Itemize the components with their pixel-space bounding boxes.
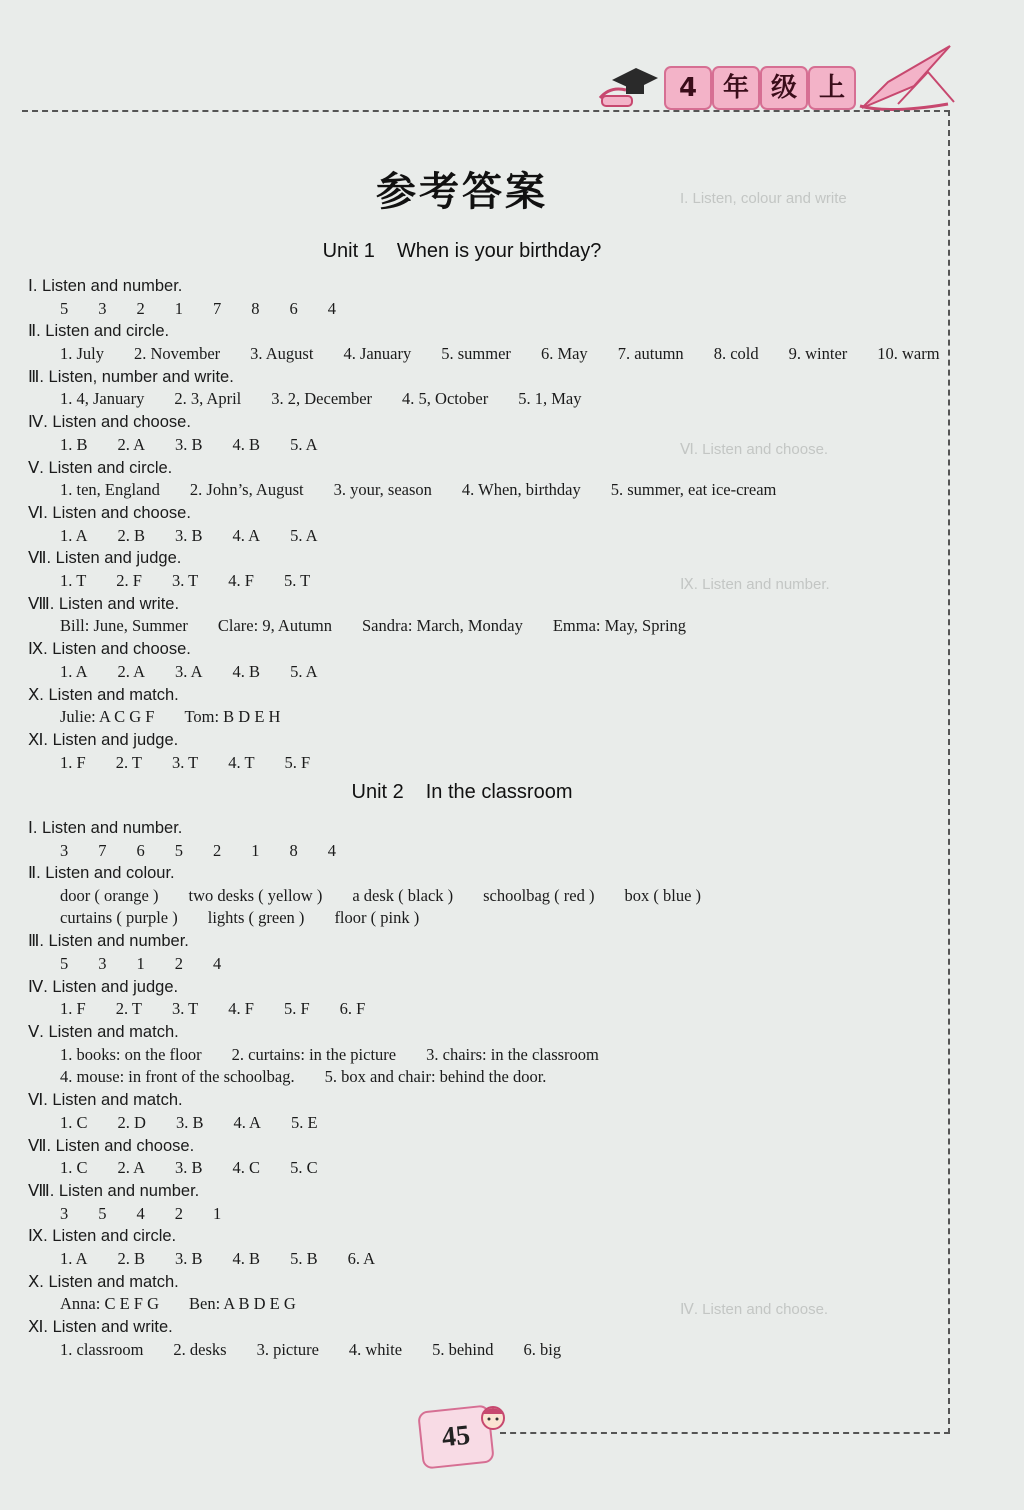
- answer-item: 3: [98, 298, 107, 318]
- answer-item: 6. A: [347, 1248, 376, 1268]
- cartoon-face-icon: [478, 1402, 508, 1432]
- answer-item: 3. B: [175, 1248, 203, 1268]
- answer-item: 2. D: [117, 1112, 146, 1132]
- section-heading: Ⅶ. Listen and judge.: [28, 549, 182, 568]
- answer-item: two desks ( yellow ): [188, 885, 323, 905]
- answer-item: 4. white: [348, 1339, 403, 1359]
- answer-item: 5. B: [290, 1248, 318, 1268]
- answer-item: box ( blue ): [624, 885, 702, 905]
- answer-item: 5. summer: [441, 343, 511, 363]
- section-heading: Ⅱ. Listen and colour.: [28, 864, 175, 883]
- answer-item: 7: [213, 298, 222, 318]
- unit-name: In the classroom: [425, 781, 573, 803]
- answer-item: 2. curtains: in the picture: [231, 1044, 397, 1064]
- answer-item: 2. John’s, August: [189, 480, 304, 500]
- answer-item: 2: [213, 840, 222, 860]
- section-heading: Ⅺ. Listen and judge.: [28, 731, 179, 749]
- section-heading: Ⅸ. Listen and choose.: [28, 640, 191, 659]
- answer-row: [60, 1158, 348, 1178]
- answer-item: 3. A: [175, 661, 203, 681]
- answer-row: [60, 616, 716, 636]
- section-heading: Ⅳ. Listen and choose.: [28, 413, 191, 432]
- unit-title: [0, 240, 924, 263]
- answer-row: [60, 886, 731, 906]
- grade-char: 4: [664, 66, 712, 110]
- answer-item: 2: [136, 298, 145, 318]
- answer-item: 4: [213, 953, 222, 973]
- section-heading: Ⅵ. Listen and match.: [28, 1091, 183, 1110]
- answer-item: 3. B: [175, 525, 203, 545]
- section-heading: Ⅶ. Listen and choose.: [28, 1136, 195, 1155]
- page-title: 参考答案: [376, 169, 548, 215]
- answer-item: 1. books: on the floor: [60, 1044, 202, 1064]
- answer-item: 1. T: [60, 570, 87, 590]
- answer-item: lights ( green ): [207, 908, 305, 928]
- section-heading: Ⅰ. Listen and number.: [28, 277, 183, 295]
- unit-title: [0, 781, 924, 804]
- page-number: 45: [417, 1404, 495, 1469]
- answer-item: 4. mouse: in front of the schoolbag.: [60, 1067, 295, 1087]
- answer-item: Clare: 9, Autumn: [217, 616, 332, 636]
- answer-item: 2. A: [117, 434, 146, 454]
- answer-item: 5. A: [290, 661, 318, 681]
- answer-item: 4. A: [232, 525, 261, 545]
- answer-row: [60, 841, 366, 861]
- answer-row: [60, 571, 340, 591]
- answer-row: [60, 999, 395, 1019]
- answer-row: [60, 1067, 576, 1087]
- answer-item: 1: [136, 953, 145, 973]
- answer-item: 5: [174, 840, 183, 860]
- answer-item: 2. B: [117, 1248, 146, 1268]
- answer-row: [60, 662, 348, 682]
- answer-item: 2. T: [115, 752, 142, 772]
- answer-item: 6. May: [540, 343, 588, 363]
- answer-item: 3: [60, 1203, 69, 1223]
- answer-item: 4. B: [232, 1248, 261, 1268]
- answer-row: [60, 1204, 251, 1224]
- answer-item: 8: [289, 840, 298, 860]
- answer-item: 4. F: [228, 999, 254, 1019]
- section-heading: Ⅰ. Listen and number.: [28, 819, 183, 837]
- answer-item: 1. July: [60, 343, 105, 363]
- show-through: Ⅳ. Listen and choose.: [680, 1301, 829, 1318]
- answer-item: 9. winter: [788, 343, 848, 363]
- answer-item: 3. B: [175, 434, 203, 454]
- answer-item: 4. When, birthday: [461, 480, 581, 500]
- answer-item: 1. F: [60, 999, 86, 1019]
- answer-item: 4. C: [232, 1158, 261, 1178]
- answer-item: 10. warm: [877, 343, 940, 363]
- answer-item: 2. 3, April: [174, 389, 242, 409]
- answer-item: 5. E: [290, 1112, 318, 1132]
- answer-item: 7: [98, 840, 107, 860]
- answer-item: 5: [60, 298, 69, 318]
- answer-item: 1. A: [60, 525, 88, 545]
- answer-item: 7. autumn: [617, 343, 684, 363]
- show-through: Ⅵ. Listen and choose.: [680, 441, 829, 458]
- answer-item: a desk ( black ): [352, 885, 454, 905]
- answer-item: 1: [251, 840, 260, 860]
- section-heading: Ⅷ. Listen and write.: [28, 594, 180, 613]
- answer-item: Sandra: March, Monday: [362, 616, 523, 636]
- answer-item: Tom: B D E H: [184, 707, 281, 727]
- answer-item: 2: [174, 953, 183, 973]
- quill-book-icon: [858, 42, 958, 112]
- section-heading: Ⅲ. Listen, number and write.: [28, 367, 234, 386]
- answer-item: 1: [174, 298, 183, 318]
- graduation-cap-icon: [592, 62, 662, 114]
- answer-item: 3. your, season: [333, 480, 432, 500]
- answer-item: 2. A: [117, 661, 146, 681]
- answer-row: [60, 707, 310, 727]
- answer-item: 6. big: [523, 1339, 562, 1359]
- answer-item: 3. T: [171, 999, 199, 1019]
- answer-item: 5: [60, 953, 69, 973]
- section-heading: Ⅲ. Listen and number.: [28, 932, 189, 951]
- answer-item: 3. T: [171, 752, 199, 772]
- answer-item: 2. desks: [173, 1339, 227, 1359]
- answer-item: 4. T: [228, 752, 255, 772]
- answer-item: 4: [327, 298, 336, 318]
- answer-item: 4: [136, 1203, 145, 1223]
- answer-row: [60, 954, 251, 974]
- answer-item: 1. C: [60, 1112, 88, 1132]
- answer-item: 3. 2, December: [271, 389, 373, 409]
- answer-item: 3. B: [175, 1112, 204, 1132]
- answer-item: 5. A: [290, 525, 318, 545]
- answer-item: 4. B: [232, 434, 261, 454]
- answer-item: 2: [174, 1203, 183, 1223]
- answer-row: [60, 1045, 629, 1065]
- answer-item: 1. A: [60, 1248, 88, 1268]
- answer-item: 5. C: [290, 1158, 318, 1178]
- grade-char: 级: [760, 66, 808, 110]
- answer-item: 3. B: [175, 1158, 203, 1178]
- answer-item: 5. F: [284, 752, 311, 772]
- answer-item: 4. January: [343, 343, 412, 363]
- answer-item: 3. picture: [256, 1339, 319, 1359]
- answer-item: 1. A: [60, 661, 88, 681]
- answer-item: 3. chairs: in the classroom: [426, 1044, 599, 1064]
- show-through: I. Listen, colour and write: [680, 190, 847, 207]
- section-heading: Ⅳ. Listen and judge.: [28, 977, 179, 996]
- answer-row: [60, 480, 806, 500]
- answer-row: [60, 1294, 326, 1314]
- answer-row: [60, 435, 348, 455]
- answer-item: 1. classroom: [60, 1339, 144, 1359]
- show-through: Ⅸ. Listen and number.: [680, 576, 830, 593]
- answer-item: 2. F: [116, 570, 142, 590]
- answer-item: 3. T: [171, 570, 199, 590]
- answer-item: 5. F: [283, 999, 310, 1019]
- answer-item: Emma: May, Spring: [552, 616, 687, 636]
- unit-name: When is your birthday?: [396, 240, 602, 262]
- answer-item: 6: [136, 840, 145, 860]
- answer-item: Bill: June, Summer: [60, 616, 188, 636]
- answer-item: 3: [60, 840, 69, 860]
- section-heading: Ⅴ. Listen and match.: [28, 1023, 179, 1042]
- answer-item: 5. box and chair: behind the door.: [324, 1067, 547, 1087]
- section-heading: Ⅺ. Listen and write.: [28, 1318, 173, 1337]
- grade-char: 年: [712, 66, 760, 110]
- answer-item: floor ( pink ): [334, 908, 420, 928]
- answer-row: [60, 299, 366, 319]
- answer-item: curtains ( purple ): [60, 908, 178, 928]
- answer-item: 2. T: [115, 999, 142, 1019]
- section-heading: Ⅹ. Listen and match.: [28, 1272, 179, 1291]
- answer-item: 6. F: [339, 999, 366, 1019]
- answer-row: [60, 1340, 591, 1360]
- bottom-dashed-line: [500, 1432, 950, 1434]
- section-heading: Ⅱ. Listen and circle.: [28, 322, 170, 341]
- answer-row: [60, 526, 348, 546]
- answer-item: 1: [213, 1203, 222, 1223]
- answer-item: 2. November: [134, 343, 221, 363]
- answer-item: 6: [289, 298, 298, 318]
- answer-item: schoolbag ( red ): [483, 885, 595, 905]
- answer-item: 5: [98, 1203, 107, 1223]
- answer-item: Julie: A C G F: [60, 707, 155, 727]
- answer-item: 5. T: [283, 570, 311, 590]
- answer-row: [60, 1113, 348, 1133]
- section-heading: Ⅵ. Listen and choose.: [28, 504, 191, 522]
- answer-item: 5. 1, May: [518, 389, 582, 409]
- section-heading: Ⅷ. Listen and number.: [28, 1182, 200, 1200]
- answer-row: [60, 1249, 405, 1269]
- answer-item: Ben: A B D E G: [189, 1294, 296, 1314]
- grade-char: 上: [808, 66, 856, 110]
- answer-item: door ( orange ): [60, 885, 159, 905]
- answer-item: 4. A: [233, 1112, 261, 1132]
- answer-item: 2. A: [117, 1158, 146, 1178]
- answer-item: 3: [98, 953, 107, 973]
- section-heading: Ⅸ. Listen and circle.: [28, 1227, 177, 1246]
- answer-row: [60, 753, 340, 773]
- answer-item: 1. B: [60, 434, 88, 454]
- answer-item: 5. A: [290, 434, 318, 454]
- answer-item: Anna: C E F G: [60, 1294, 159, 1314]
- answer-item: 1. C: [60, 1158, 88, 1178]
- answer-item: 5. behind: [432, 1339, 494, 1359]
- section-heading: Ⅹ. Listen and match.: [28, 685, 179, 704]
- answer-item: 4: [327, 840, 336, 860]
- section-heading: Ⅴ. Listen and circle.: [28, 458, 173, 477]
- answer-row: [60, 344, 970, 364]
- answer-item: 4. 5, October: [402, 389, 489, 409]
- answer-item: 3. August: [250, 343, 314, 363]
- answer-row: [60, 908, 449, 928]
- answer-row: [60, 389, 611, 409]
- answer-item: 1. 4, January: [60, 389, 145, 409]
- unit-number: Unit 1: [322, 240, 375, 262]
- answer-item: 4. F: [228, 570, 254, 590]
- unit-number: Unit 2: [351, 781, 404, 803]
- answer-item: 1. ten, England: [60, 480, 160, 500]
- answer-item: 4. B: [232, 661, 261, 681]
- answer-item: 1. F: [60, 752, 86, 772]
- answer-item: 2. B: [117, 525, 146, 545]
- answer-item: 8. cold: [713, 343, 759, 363]
- answer-item: 5. summer, eat ice-cream: [610, 480, 777, 500]
- answer-item: 8: [251, 298, 260, 318]
